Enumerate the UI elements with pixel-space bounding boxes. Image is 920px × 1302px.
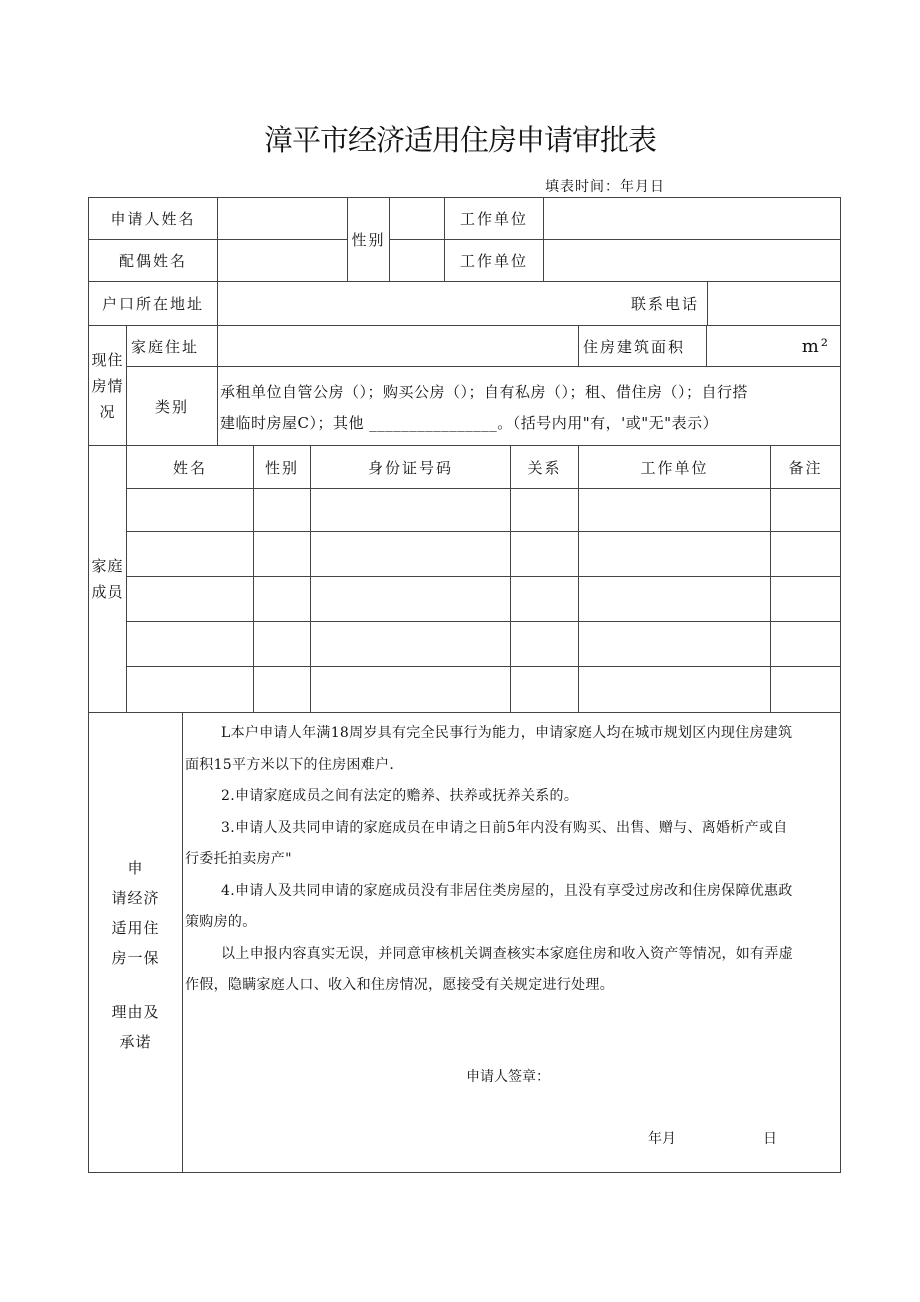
label-line: 申 xyxy=(127,859,144,877)
sign-day: 日 xyxy=(763,1131,777,1147)
label-line: 请经济 xyxy=(111,889,160,907)
category-label: 类别 xyxy=(127,367,218,446)
family-header-1: 性别 xyxy=(254,446,311,489)
family-cell[interactable] xyxy=(311,577,511,622)
label-line: 况 xyxy=(99,402,116,421)
term-4: 4.申请人及共同申请的家庭成员没有非居住类房屋的，且没有享受过房改和住房保障优惠政 xyxy=(221,882,793,899)
family-cell[interactable] xyxy=(254,577,311,622)
family-cell[interactable] xyxy=(771,489,841,532)
category-options xyxy=(220,377,835,439)
spouse-name-label: 配偶姓名 xyxy=(89,240,218,282)
family-cell[interactable] xyxy=(511,489,579,532)
term-3: 3.申请人及共同申请的家庭成员在申请之日前5年内没有购买、出售、赠与、离婚析产或自 xyxy=(221,819,788,836)
current-housing-label xyxy=(89,326,127,446)
label-line: 房一保 xyxy=(111,949,160,967)
family-cell[interactable] xyxy=(254,489,311,532)
family-header-5: 备注 xyxy=(771,446,841,489)
signature-field[interactable] xyxy=(532,1060,782,1084)
spouse-name-field[interactable] xyxy=(218,240,348,282)
spouse-gender-field[interactable] xyxy=(390,240,445,282)
form-table xyxy=(88,197,841,1173)
family-cell[interactable] xyxy=(311,622,511,667)
term-2: 2.申请家庭成员之间有法定的赡养、扶养或抚养关系的。 xyxy=(221,788,579,804)
phone-field[interactable] xyxy=(707,282,841,326)
home-address-field[interactable] xyxy=(218,326,579,367)
family-cell[interactable] xyxy=(579,622,771,667)
signature-label: 申请人签章： xyxy=(466,1069,550,1085)
family-cell[interactable] xyxy=(311,667,511,713)
term-3-cont: 行委托拍卖房产" xyxy=(185,851,292,867)
applicant-name-field[interactable] xyxy=(218,198,348,240)
family-cell[interactable] xyxy=(771,622,841,667)
label-line: 成员 xyxy=(91,583,124,601)
family-cell[interactable] xyxy=(579,532,771,577)
sign-year-month: 年月 xyxy=(648,1131,676,1147)
family-header-0: 姓名 xyxy=(127,446,254,489)
family-cell[interactable] xyxy=(771,532,841,577)
applicant-name-label: 申请人姓名 xyxy=(89,198,218,240)
terms-text xyxy=(185,718,840,1002)
pledge-cont: 作假，隐瞒家庭人口、收入和住房情况，愿接受有关规定进行处理。 xyxy=(185,977,614,993)
work-unit-label-1: 工作单位 xyxy=(445,198,544,240)
family-cell[interactable] xyxy=(511,577,579,622)
family-cell[interactable] xyxy=(511,532,579,577)
phone-label: 联系电话 xyxy=(218,282,707,326)
family-cell[interactable] xyxy=(579,577,771,622)
family-cell[interactable] xyxy=(511,622,579,667)
applicant-work-unit-field[interactable] xyxy=(544,198,841,240)
work-unit-label-2: 工作单位 xyxy=(445,240,544,282)
family-cell[interactable] xyxy=(127,532,254,577)
category-line: 承租单位自管公房（）；购买公房（）；自有私房（）；租、借住房（）；自行搭 xyxy=(220,383,749,401)
term-1-cont: 面积15平方米以下的住房困难户. xyxy=(185,756,395,773)
family-cell[interactable] xyxy=(254,622,311,667)
label-line: 理由及 xyxy=(111,1003,160,1021)
family-cell[interactable] xyxy=(579,667,771,713)
applicant-gender-field[interactable] xyxy=(390,198,445,240)
reason-label xyxy=(89,713,183,1173)
area-label: 住房建筑面积 xyxy=(579,326,707,367)
family-cell[interactable] xyxy=(127,667,254,713)
hukou-address-label: 户口所在地址 xyxy=(89,282,218,326)
term-4-cont: 策购房的。 xyxy=(185,914,257,930)
area-unit: m² xyxy=(801,335,830,357)
family-cell[interactable] xyxy=(771,667,841,713)
label-line: 现住 xyxy=(91,350,124,369)
term-1: L本户申请人年满18周岁具有完全民事行为能力，申请家庭人均在城市规划区内现住房建筑 xyxy=(221,725,793,741)
family-cell[interactable] xyxy=(311,489,511,532)
label-line: 承诺 xyxy=(119,1033,152,1051)
family-header-3: 关系 xyxy=(511,446,579,489)
family-cell[interactable] xyxy=(127,622,254,667)
area-field[interactable] xyxy=(707,326,841,367)
gender-label: 性别 xyxy=(348,198,390,282)
family-header-2: 身份证号码 xyxy=(311,446,511,489)
label-line: 家庭 xyxy=(91,557,124,575)
family-members-label xyxy=(89,446,127,713)
family-cell[interactable] xyxy=(254,667,311,713)
family-cell[interactable] xyxy=(511,667,579,713)
page-title: 漳平市经济适用住房申请审批表 xyxy=(263,123,656,157)
family-cell[interactable] xyxy=(311,532,511,577)
category-line: 建临时房屋C）；其他 ________________。（括号内用"有，'或"无"表示） xyxy=(220,414,719,432)
family-cell[interactable] xyxy=(771,577,841,622)
home-address-label: 家庭住址 xyxy=(127,326,218,367)
family-cell[interactable] xyxy=(127,577,254,622)
spouse-work-unit-field[interactable] xyxy=(544,240,841,282)
fill-date: 填表时间：年月日 xyxy=(545,179,665,195)
family-cell[interactable] xyxy=(579,489,771,532)
family-cell[interactable] xyxy=(127,489,254,532)
label-line: 适用住 xyxy=(111,919,160,937)
pledge: 以上申报内容真实无误，并同意审核机关调查核实本家庭住房和收入资产等情况，如有弄虚 xyxy=(221,945,793,962)
family-cell[interactable] xyxy=(254,532,311,577)
label-line: 房情 xyxy=(91,376,124,395)
family-header-4: 工作单位 xyxy=(579,446,771,489)
